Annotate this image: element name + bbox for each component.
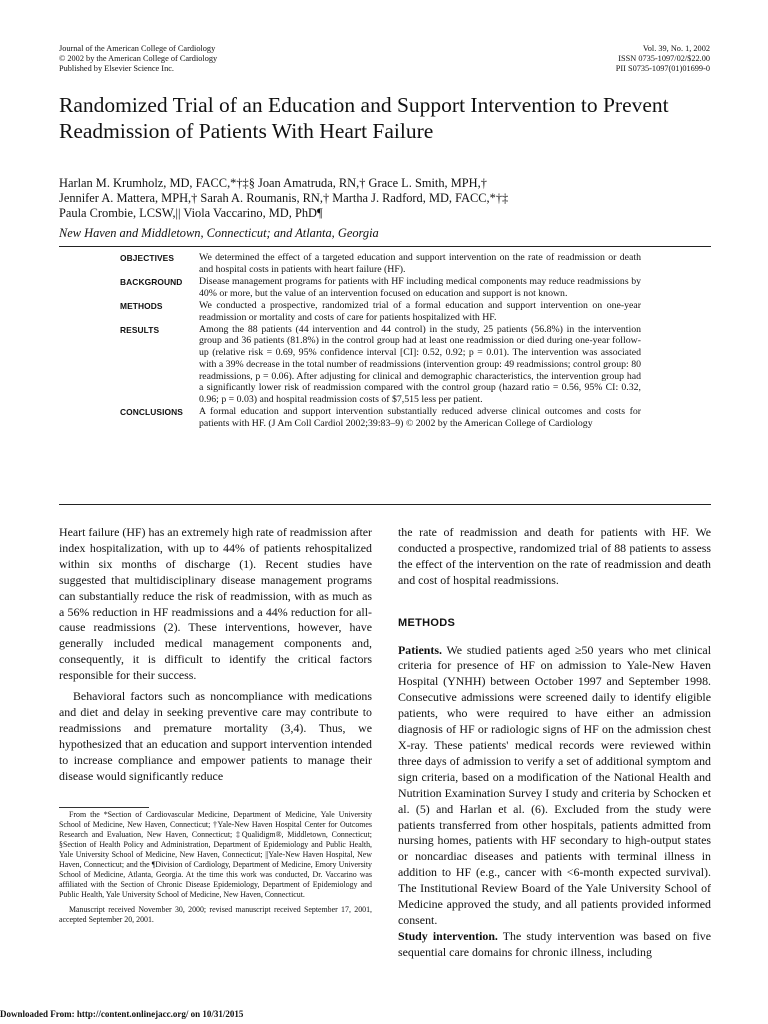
journal-header (59, 44, 217, 74)
body-paragraph: Behavioral factors such as noncompliance with medications and diet and delay in seeking preventive care may contribute to readmissions and premature mortality (3,4). Thus, we hypothesized that an education and support intervention intended to increase compliance and empower patients to manage their disease would significantly reduce (59, 689, 372, 783)
footnote (59, 810, 372, 925)
abstract-label: METHODS (120, 300, 163, 311)
body-paragraph (398, 929, 711, 961)
abstract-section (120, 252, 641, 275)
abstract-label: BACKGROUND (120, 276, 183, 287)
abstract-top-rule (59, 246, 711, 247)
abstract-text: We determined the effect of a targeted education and support intervention on the rate of readmission or death and hospital costs in patients with heart failure (HF). (199, 252, 641, 275)
abstract-text: We conducted a prospective, randomized trial of a formal education and support intervention on one-year readmission or mortality and costs of care for patients hospitalized with HF. (199, 299, 641, 323)
author-line: Paula Crombie, LCSW,|| Viola Vaccarino, MD, PhD¶ (59, 206, 323, 220)
abstract-text: A formal education and support intervention substantially reduced adverse clinical outcomes and costs for patients with HF. (J Am Coll Cardiol 2002;39:83–9) © 2002 by the American College of Cardiology (199, 406, 641, 429)
body-paragraph: Heart failure (HF) has an extremely high rate of readmission after index hospitalization, with up to 44% of patients rehospitalized within six months of discharge (1). Recent studies have suggested that multidisciplinary disease management programs can substantially reduce the risk of readmission, with as much as a 56% reduction in HF readmissions and a 44% reduction for all-cause readmissions (2). These interventions, however, have generally included medical management components and, consequently, it is difficult to identify the critical factors responsible for their success. (59, 525, 372, 683)
footnote-affiliations: From the *Section of Cardiovascular Medicine, Department of Medicine, Yale University School of Medicine, New Haven, Connecticut; †Yale-New Haven Hospital Center for Outcomes Research and Evaluation, New Haven, Connecticut; ‡Qualidigm®, Middletown, Connecticut; §Section of Health Policy and Administration, Department of Epidemiology and Public Health, Yale University School of Medicine, New Haven, Connecticut; ||Yale-New Haven Hospital, New Haven, Connecticut; and the ¶Division of Cardiology, Department of Medicine, Emory University School of Medicine, Atlanta, Georgia. At the time this work was conducted, Dr. Vaccarino was affiliated with the Section of Chronic Disease Epidemiology, Department of Epidemiology and Public Health, Yale University School of Medicine, New Haven, Connecticut. (59, 810, 372, 899)
article-title: Randomized Trial of an Education and Support Intervention to Prevent Readmission of Patients With Heart Failure (59, 93, 669, 143)
footnote-received: Manuscript received November 30, 2000; revised manuscript received September 17, 2001, accepted September 20, 2001. (59, 905, 372, 924)
abstract-bottom-rule (59, 504, 711, 505)
abstract-section (120, 324, 641, 406)
section-heading-methods: METHODS (398, 616, 456, 629)
journal-publisher: Published by Elsevier Science Inc. (59, 64, 174, 73)
download-notice: Downloaded From: http://content.onlinejacc.org/ on 10/31/2015 (0, 1009, 244, 1019)
body-column-right (398, 525, 711, 961)
issue-header (616, 44, 710, 74)
structured-abstract (120, 252, 641, 430)
pii-info: PII S0735-1097(01)01699-0 (615, 64, 710, 73)
author-affiliation: New Haven and Middletown, Connecticut; and Atlanta, Georgia (59, 226, 379, 240)
paragraph-text: We studied patients aged ≥50 years who met clinical criteria for presence of HF on admission to Yale-New Haven Hospital (YNHH) between October 1997 and September 1998. Consecutive admissions were screened daily to identify eligible patients, who were required to have either an admission diagnosis of HF or radiologic signs of HF on the admission chest X-ray. These patients' medical records were reviewed within three days of admission to verify a set of additional symptom and sign criteria, based on a modification of the National Health and Nutrition Examination Survey I study and criteria by Schocken et al. (5) and Harlan et al. (6). Excluded from the study were patients transferred from other hospitals, patients admitted from nursing homes, patients with HF secondary to high-output states or noncardiac diseases and patients with terminal illness in addition to HF (e.g., cancer with <6-month expected survival). The Institutional Review Board of the Yale University School of Medicine approved the study, and all patients provided informed consent. (398, 642, 711, 927)
abstract-section (120, 276, 641, 299)
body-paragraph: the rate of readmission and death for patients with HF. We conducted a prospective, randomized trial of 88 patients to assess the effect of the intervention on the rate of readmission and death and cost of hospital readmissions. (398, 525, 711, 587)
author-line: Harlan M. Krumholz, MD, FACC,*†‡§ Joan Amatruda, RN,† Grace L. Smith, MPH,† (59, 176, 487, 190)
volume-info: Vol. 39, No. 1, 2002 (642, 44, 710, 53)
abstract-label: CONCLUSIONS (120, 407, 183, 418)
footnote-rule (59, 807, 149, 808)
abstract-label: RESULTS (120, 324, 160, 335)
abstract-label: OBJECTIVES (120, 253, 175, 263)
body-paragraph (398, 643, 711, 929)
journal-copyright: © 2002 by the American College of Cardiology (59, 54, 218, 63)
abstract-section (120, 300, 641, 323)
paragraph-text: The study intervention was based on five sequential care domains for chronic illness, including (398, 928, 711, 959)
author-line: Jennifer A. Mattera, MPH,† Sarah A. Roumanis, RN,† Martha J. Radford, MD, FACC,*†‡ (59, 191, 509, 205)
runin-heading: Study intervention. (398, 928, 498, 943)
journal-name: Journal of the American College of Cardiology (59, 44, 216, 53)
issn-info: ISSN 0735-1097/02/$22.00 (618, 54, 710, 63)
runin-heading: Patients. (398, 642, 442, 657)
abstract-section (120, 406, 641, 429)
abstract-text: Disease management programs for patients with HF including medical components may reduce readmissions by 40% or more, but the value of an intervention focused on education and support is not known. (199, 275, 641, 299)
abstract-text: Among the 88 patients (44 intervention and 44 control) in the study, 25 patients (56.8%) in the intervention group and 36 patients (81.8%) in the control group had at least one readmission or died during one-year follow-up (relative risk = 0.69, 95% confidence interval [CI]: 0.52, 0.92; p = 0.01). The intervention was associated with a 39% decrease in the total number of readmissions (intervention group: 49 readmissions; control group: 80 readmissions, p = 0.06). After adjusting for clinical and demographic characteristics, the intervention group had a significantly lower risk of readmission compared with the control group (hazard ratio = 0.56, 95% CI: 0.32, 0.96; p = 0.03) and hospital readmission costs of $7,515 less per patient. (199, 323, 641, 405)
author-list (59, 176, 719, 221)
body-column-left (59, 525, 372, 785)
